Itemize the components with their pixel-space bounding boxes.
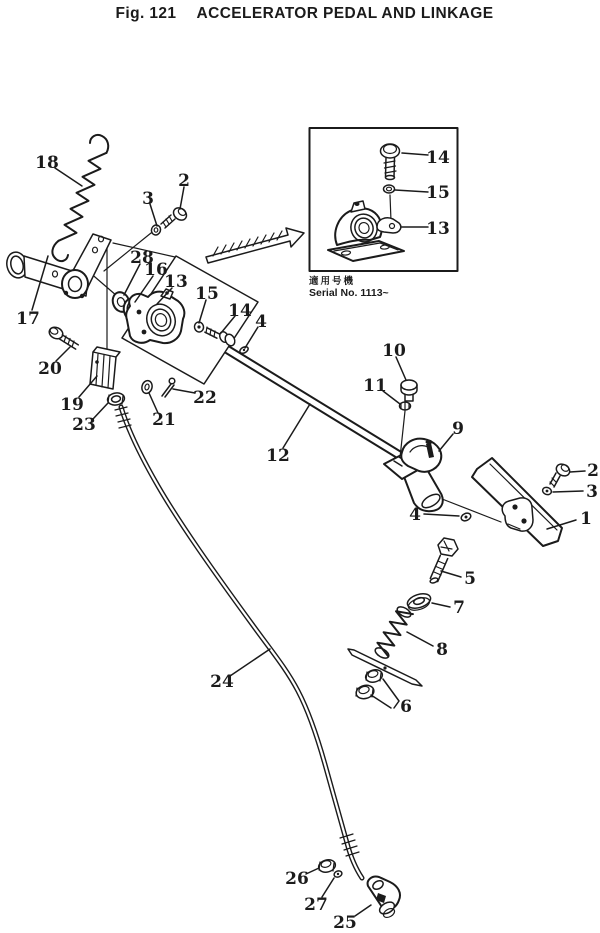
callout-2-right: 2	[587, 461, 599, 481]
callout-1: 1	[580, 509, 592, 529]
callout-inset-15: 15	[426, 183, 450, 203]
leader-2b	[570, 471, 585, 472]
pin-eye	[169, 378, 175, 384]
leader-6	[371, 679, 399, 708]
spring-top-hook	[90, 135, 108, 153]
lever-shaft-12	[226, 347, 443, 511]
bolt-2-right	[550, 462, 572, 487]
hub-bolt-hole	[80, 294, 84, 298]
inset-bolt-14	[381, 144, 400, 180]
callout-13-main: 13	[164, 272, 188, 292]
block-hole	[95, 360, 99, 364]
blade-hole	[383, 666, 386, 669]
callout-19: 19	[60, 395, 84, 415]
washer-hole	[243, 349, 245, 351]
shank-end	[386, 176, 395, 180]
washer-7	[406, 591, 433, 613]
flange-hole	[137, 310, 142, 315]
leader-8	[407, 632, 433, 646]
callout-25: 25	[333, 913, 357, 933]
bolt-head-top	[401, 380, 417, 390]
callout-6: 6	[400, 697, 412, 717]
callout-12: 12	[266, 446, 290, 466]
bolt-head	[47, 325, 64, 341]
callout-15-main: 15	[195, 284, 219, 304]
leader-9	[439, 434, 453, 451]
washer-4-lower	[460, 512, 472, 523]
hatched-arrow	[206, 228, 304, 263]
stopper-block-19	[90, 347, 120, 389]
spring-bottom-hook	[52, 241, 68, 261]
washer-hole	[197, 325, 200, 328]
callout-5: 5	[464, 569, 476, 589]
bolt-20	[47, 325, 78, 349]
leader-7	[432, 603, 450, 607]
leader-5	[441, 571, 461, 577]
callout-17: 17	[16, 309, 40, 329]
callout-18: 18	[35, 153, 59, 173]
leader-3b	[553, 491, 583, 492]
lever-blade	[348, 649, 422, 686]
bolt-2-upper	[161, 205, 189, 228]
leader-12	[283, 404, 310, 448]
figure-title: ACCELERATOR PEDAL AND LINKAGE	[196, 5, 494, 22]
callout-inset-13: 13	[426, 219, 450, 239]
applicability-label-jp: 適用号機	[309, 276, 356, 287]
leader-19	[79, 376, 97, 397]
bolt-10	[401, 380, 417, 401]
pedal-lever-17	[4, 234, 111, 298]
rod-core	[121, 407, 362, 878]
rod-end-joint-25	[368, 877, 400, 920]
callout-16: 16	[144, 260, 168, 280]
arrow-outline	[206, 228, 304, 263]
rod-outline	[121, 407, 362, 878]
callout-10: 10	[382, 341, 406, 361]
nut-26	[317, 858, 337, 874]
leader-28	[124, 264, 140, 295]
stud-head	[426, 440, 433, 444]
hub-bolt-hole	[64, 291, 68, 295]
washer-outer	[406, 591, 433, 611]
leader-24	[230, 649, 270, 676]
washer-hole	[337, 873, 339, 875]
bracket-hole	[521, 518, 526, 523]
bolt-shank	[550, 473, 560, 487]
nut-23	[107, 392, 126, 407]
washer-3-upper	[150, 224, 162, 236]
callout-28: 28	[130, 248, 154, 268]
push-rod-24	[115, 407, 362, 878]
bearing-13-main	[126, 289, 184, 343]
callout-7: 7	[453, 598, 465, 618]
bolt-head	[381, 144, 400, 158]
bolt-5	[429, 538, 458, 584]
bolt-14-main	[205, 327, 237, 347]
callout-21: 21	[152, 410, 176, 430]
callout-3-right: 3	[586, 482, 598, 502]
shaft-bracket-9	[384, 439, 441, 479]
callout-4-lower: 4	[409, 505, 421, 525]
callout-20: 20	[38, 359, 62, 379]
callout-22: 22	[193, 388, 217, 408]
washer-21	[140, 379, 153, 394]
washer-ring	[150, 224, 162, 236]
bracket-hole	[512, 504, 517, 509]
callout-24: 24	[210, 672, 234, 692]
nuts-6	[355, 668, 384, 701]
cotter-pin-22	[162, 378, 175, 397]
leader-25	[355, 905, 371, 916]
leader-4b	[424, 514, 459, 516]
nut-11	[400, 402, 411, 410]
bolt-ear	[377, 218, 401, 233]
spring-bottom-cap	[374, 646, 391, 660]
shaft-edge	[230, 347, 411, 458]
callout-14-main: 14	[228, 301, 252, 321]
callout-3-upper: 3	[142, 189, 154, 209]
callout-26: 26	[285, 869, 309, 889]
washer-hole	[465, 516, 468, 519]
callout-4-upper: 4	[255, 312, 267, 332]
callout-11: 11	[363, 376, 387, 396]
flange-hole	[142, 330, 147, 335]
assembly-line	[390, 195, 391, 221]
serial-number-note: Serial No. 1113~	[309, 287, 389, 299]
leader-inset-15	[395, 190, 428, 192]
washer-ring	[140, 379, 153, 394]
callout-inset-14: 14	[426, 148, 450, 168]
spring-coils	[59, 153, 107, 241]
lock-washer-27	[333, 870, 343, 878]
plate-bracket	[502, 498, 533, 531]
bolt-shank	[405, 395, 413, 401]
leader-18	[55, 168, 82, 186]
washer-4-upper	[239, 345, 250, 354]
inset-bearing-13	[328, 201, 404, 261]
callout-labels	[16, 148, 599, 933]
callout-23: 23	[72, 415, 96, 435]
pin-legs	[162, 384, 174, 397]
callout-8: 8	[436, 640, 448, 660]
pedal-plate-1	[472, 458, 562, 546]
leader-22	[173, 389, 195, 393]
shaft-edge	[226, 353, 407, 464]
figure-number: Fig. 121	[115, 5, 177, 22]
callout-27: 27	[304, 895, 328, 915]
callout-2-upper: 2	[178, 171, 190, 191]
callout-9: 9	[452, 419, 464, 439]
washer-3-right	[542, 486, 553, 496]
washer-hole	[546, 490, 549, 493]
block-body	[90, 347, 120, 389]
inset-lock-washer-15	[384, 185, 395, 193]
set-screw	[355, 202, 360, 206]
bolt-shank	[430, 555, 447, 581]
washer-ring	[384, 185, 395, 193]
leader-inset-14	[402, 153, 428, 155]
